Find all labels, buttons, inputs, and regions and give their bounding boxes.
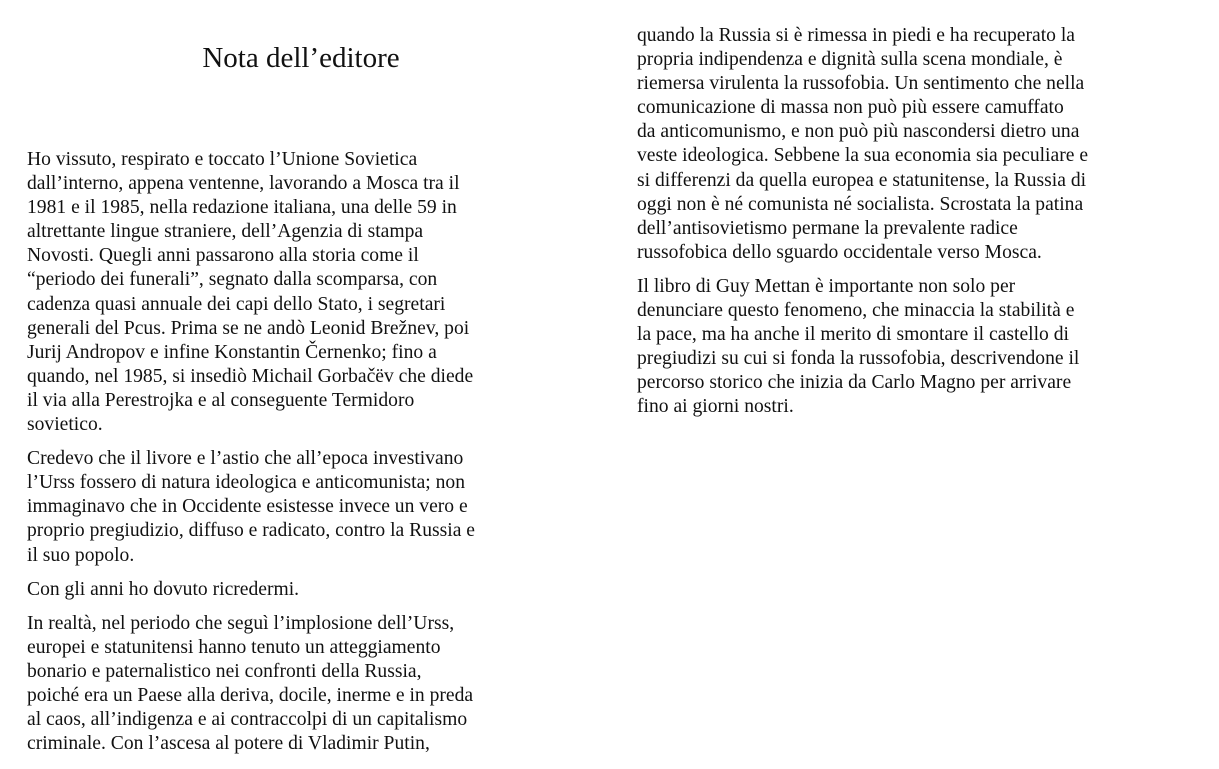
text-line: Con gli anni ho dovuto ricredermi. xyxy=(27,578,300,600)
paragraph xyxy=(27,578,575,602)
text-line: criminale. Con l’ascesa al potere di Vladimir Putin, xyxy=(27,733,430,755)
paragraph xyxy=(27,612,575,757)
text-line: il via alla Perestrojka e al conseguente Termidoro xyxy=(27,389,415,411)
text-line: Jurij Andropov e infine Konstantin Černenko; fino a xyxy=(27,341,437,363)
text-line: proprio pregiudizio, diffuso e radicato, contro la Russia e xyxy=(27,520,475,542)
text-line: fino ai giorni nostri. xyxy=(637,396,794,418)
text-line: al caos, all’indigenza e ai contraccolpi di un capitalismo xyxy=(27,709,468,731)
text-line: In realtà, nel periodo che seguì l’implosione dell’Urss, xyxy=(27,612,455,634)
paragraph xyxy=(637,275,1189,420)
text-line: quando, nel 1985, si insediò Michail Gorbačëv che diede xyxy=(27,365,474,387)
text-line: il suo popolo. xyxy=(27,544,135,566)
right-column-paragraphs xyxy=(637,24,1189,430)
text-line: Novosti. Quegli anni passarono alla storia come il xyxy=(27,245,419,267)
text-line: si differenzi da quella europea e statunitense, la Russia di xyxy=(637,169,1087,191)
text-line: percorso storico che inizia da Carlo Magno per arrivare xyxy=(637,372,1072,394)
text-line: comunicazione di massa non può più essere camuffato xyxy=(637,97,1064,119)
text-line: “periodo dei funerali”, segnato dalla scomparsa, con xyxy=(27,269,438,291)
text-line: l’Urss fossero di natura ideologica e anticomunista; non xyxy=(27,472,466,494)
text-line: propria indipendenza e dignità sulla scena mondiale, è xyxy=(637,49,1063,71)
text-line: generali del Pcus. Prima se ne andò Leonid Brežnev, poi xyxy=(27,317,470,339)
text-line: Ho vissuto, respirato e toccato l’Unione Sovietica xyxy=(27,149,418,170)
text-line: bonario e paternalistico nei confronti della Russia, xyxy=(27,660,422,682)
text-line: denunciare questo fenomeno, che minaccia la stabilità e xyxy=(637,300,1075,322)
text-line: 1981 e il 1985, nella redazione italiana, una delle 59 in xyxy=(27,197,457,219)
paragraph xyxy=(27,447,575,567)
text-line: dell’antisovietismo permane la prevalente radice xyxy=(637,217,1018,239)
text-line: pregiudizi su cui si fonda la russofobia, descrivendone il xyxy=(637,348,1080,370)
text-line: oggi non è né comunista né socialista. Scrostata la patina xyxy=(637,193,1084,215)
text-line: poiché era un Paese alla deriva, docile, inerme e in preda xyxy=(27,684,474,706)
text-line: immaginavo che in Occidente esistesse invece un vero e xyxy=(27,496,468,518)
text-line: da anticomunismo, e non può più nascondersi dietro una xyxy=(637,121,1080,143)
text-line: Il libro di Guy Mettan è importante non solo per xyxy=(637,275,1016,297)
paragraph xyxy=(27,148,575,437)
text-line: dall’interno, appena ventenne, lavorando a Mosca tra il xyxy=(27,173,460,195)
text-line: quando la Russia si è rimessa in piedi e ha recuperato la xyxy=(637,25,1075,46)
text-line: Credevo che il livore e l’astio che all’epoca investivano xyxy=(27,448,464,470)
page-title: Nota dell’editore xyxy=(202,42,400,74)
text-line: veste ideologica. Sebbene la sua economia sia peculiare e xyxy=(637,145,1089,167)
paragraph xyxy=(637,24,1189,265)
text-line: cadenza quasi annuale dei capi dello Stato, i segretari xyxy=(27,293,446,315)
text-line: la pace, ma ha anche il merito di smontare il castello di xyxy=(637,324,1069,346)
text-line: russofobica dello sguardo occidentale verso Mosca. xyxy=(637,241,1042,263)
text-line: sovietico. xyxy=(27,414,103,436)
left-column-paragraphs xyxy=(27,148,575,766)
text-line: europei e statunitensi hanno tenuto un atteggiamento xyxy=(27,636,441,658)
text-line: riemersa virulenta la russofobia. Un sentimento che nella xyxy=(637,73,1085,95)
text-line: altrettante lingue straniere, dell’Agenzia di stampa xyxy=(27,221,424,243)
